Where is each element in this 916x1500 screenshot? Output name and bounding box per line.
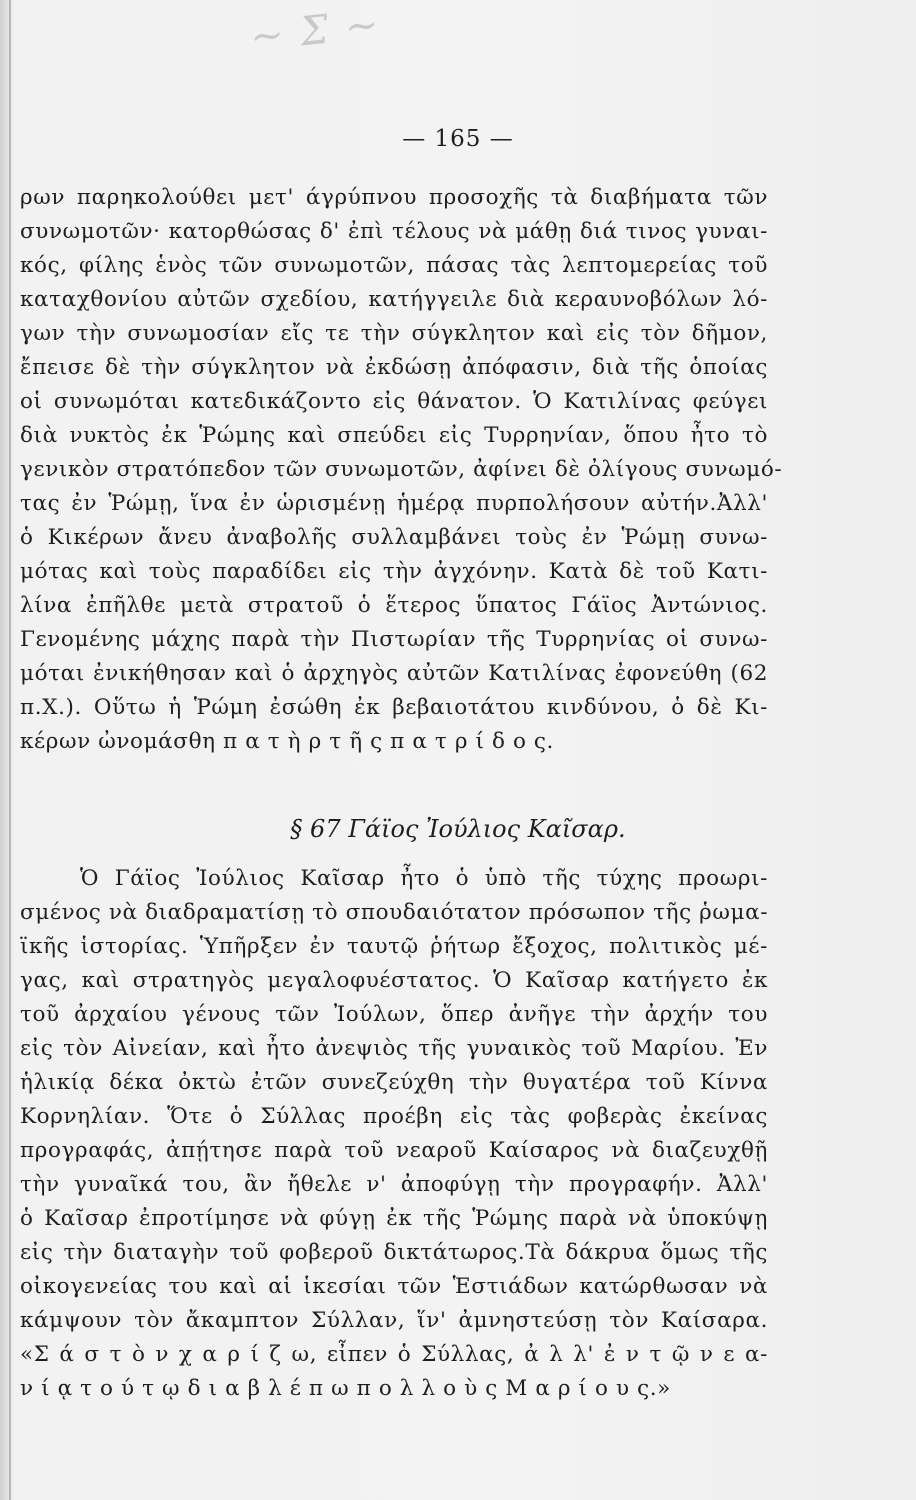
text-line: οἱ συνωμόται κατεδικάζοντο εἰς θάνατον. Ὁ Κατιλίνας φεύγει bbox=[20, 389, 768, 414]
text-line: τοῦ ἀρχαίου γένους τῶν Ἰούλων, ὅπερ ἀνῆγε τὴν ἀρχήν του bbox=[20, 1002, 768, 1027]
text-line: καταχθονίου αὐτῶν σχεδίου, κατήγγειλε διὰ κεραυνοβόλων λό- bbox=[20, 287, 768, 312]
text-line: κέρων ὠνομάσθη π α τ ὴ ρ τ ῆ ς π α τ ρ ί δ ο ς. bbox=[20, 729, 554, 754]
text-line: Ὁ Γάϊος Ἰούλιος Καῖσαρ ἦτο ὁ ὑπὸ τῆς τύχης προωρι- bbox=[80, 866, 768, 891]
text-line: τας ἐν Ῥώμῃ, ἵνα ἐν ὡρισμένῃ ἡμέρᾳ πυρπολήσουν αὐτήν.Ἀλλ' bbox=[20, 491, 768, 516]
text-line: ὁ Καῖσαρ ἐπροτίμησε νὰ φύγῃ ἐκ τῆς Ῥώμης παρὰ νὰ ὑποκύψῃ bbox=[20, 1206, 768, 1231]
text-line: γας, καὶ στρατηγὸς μεγαλοφυέστατος. Ὁ Καῖσαρ κατήγετο ἐκ bbox=[20, 968, 768, 993]
text-line: σμένος νὰ διαδραματίσῃ τὸ σπουδαιότατον πρόσωπον τῆς ῥωμα- bbox=[20, 900, 769, 925]
text-line: συνωμοτῶν· κατορθώσας δ' ἐπὶ τέλους νὰ μάθῃ διά τινος γυναι- bbox=[20, 219, 768, 244]
handwritten-mark: ~ Σ ~ bbox=[247, 1, 383, 61]
page-gutter bbox=[9, 0, 11, 1500]
text-line: ϊκῆς ἱστορίας. Ὑπῆρξεν ἐν ταυτῷ ῥήτωρ ἔξοχος, πολιτικὸς μέ- bbox=[20, 934, 768, 959]
text-line: μόται ἐνικήθησαν καὶ ὁ ἀρχηγὸς αὐτῶν Κατιλίνας ἐφονεύθη (62 bbox=[20, 661, 768, 686]
text-line: ν ί ᾳ τ ο ύ τ ῳ δ ι α β λ έ π ω π ο λ λ ο ὺ ς Μ α ρ ί ο υ ς.» bbox=[20, 1376, 671, 1401]
text-line: π.Χ.). Οὕτω ἡ Ῥώμη ἐσώθη ἐκ βεβαιοτάτου κινδύνου, ὁ δὲ Κι- bbox=[20, 695, 768, 720]
text-line: «Σ ά σ τ ὸ ν χ α ρ ί ζ ω, εἶπεν ὁ Σύλλας, ἀ λ λ' ἐ ν τ ῷ ν ε α- bbox=[20, 1342, 768, 1367]
text-line: προγραφάς, ἀπῄτησε παρὰ τοῦ νεαροῦ Καίσαρος νὰ διαζευχθῇ bbox=[20, 1138, 768, 1163]
text-line: κός, φίλης ἑνὸς τῶν συνωμοτῶν, πάσας τὰς λεπτομερείας τοῦ bbox=[20, 253, 768, 278]
text-line: Κορνηλίαν. Ὅτε ὁ Σύλλας προέβη εἰς τὰς φοβερὰς ἐκείνας bbox=[20, 1104, 768, 1129]
section-heading: § 67 Γάϊος Ἰούλιος Καῖσαρ. bbox=[290, 815, 626, 843]
text-line: κάμψουν τὸν ἄκαμπτον Σύλλαν, ἵν' ἀμνηστεύσῃ τὸν Καίσαρα. bbox=[20, 1308, 768, 1333]
text-line: λίνα ἐπῆλθε μετὰ στρατοῦ ὁ ἕτερος ὕπατος Γάϊος Ἀντώνιος. bbox=[20, 593, 768, 618]
page-number: — 165 — bbox=[402, 126, 514, 152]
text-line: γενικὸν στρατόπεδον τῶν συνωμοτῶν, ἀφίνει δὲ ὀλίγους συνωμό- bbox=[20, 457, 783, 482]
text-line: διὰ νυκτὸς ἐκ Ῥώμης καὶ σπεύδει εἰς Τυρρηνίαν, ὅπου ἦτο τὸ bbox=[20, 423, 768, 448]
text-line: ἔπεισε δὲ τὴν σύγκλητον νὰ ἐκδώσῃ ἀπόφασιν, διὰ τῆς ὁποίας bbox=[20, 355, 768, 380]
text-line: ἡλικίᾳ δέκα ὀκτὼ ἐτῶν συνεζεύχθη τὴν θυγατέρα τοῦ Κίννα bbox=[20, 1070, 768, 1095]
text-line: γων τὴν συνωμοσίαν εἴς τε τὴν σύγκλητον καὶ εἰς τὸν δῆμον, bbox=[20, 321, 768, 346]
text-line: Γενομένης μάχης παρὰ τὴν Πιστωρίαν τῆς Τυρρηνίας οἱ συνω- bbox=[20, 627, 768, 652]
text-line: οἰκογενείας του καὶ αἱ ἱκεσίαι τῶν Ἑστιάδων κατώρθωσαν νὰ bbox=[20, 1274, 768, 1299]
text-line: εἰς τὸν Αἰνείαν, καὶ ἦτο ἀνεψιὸς τῆς γυναικὸς τοῦ Μαρίου. Ἐν bbox=[20, 1036, 768, 1061]
text-line: ρων παρηκολούθει μετ' άγρύπνου προσοχῆς τὰ διαβήματα τῶν bbox=[20, 185, 768, 210]
text-line: μότας καὶ τοὺς παραδίδει εἰς τὴν ἀγχόνην. Κατὰ δὲ τοῦ Κατι- bbox=[20, 559, 768, 584]
text-line: εἰς τὴν διαταγὴν τοῦ φοβεροῦ δικτάτωρος.Τὰ δάκρυα ὅμως τῆς bbox=[20, 1240, 768, 1265]
text-line: τὴν γυναῖκά του, ἂν ἤθελε ν' ἀποφύγῃ τὴν προγραφήν. Ἀλλ' bbox=[20, 1172, 768, 1197]
text-line: ὁ Κικέρων ἄνευ ἀναβολῆς συλλαμβάνει τοὺς ἐν Ῥώμῃ συνω- bbox=[20, 525, 768, 550]
